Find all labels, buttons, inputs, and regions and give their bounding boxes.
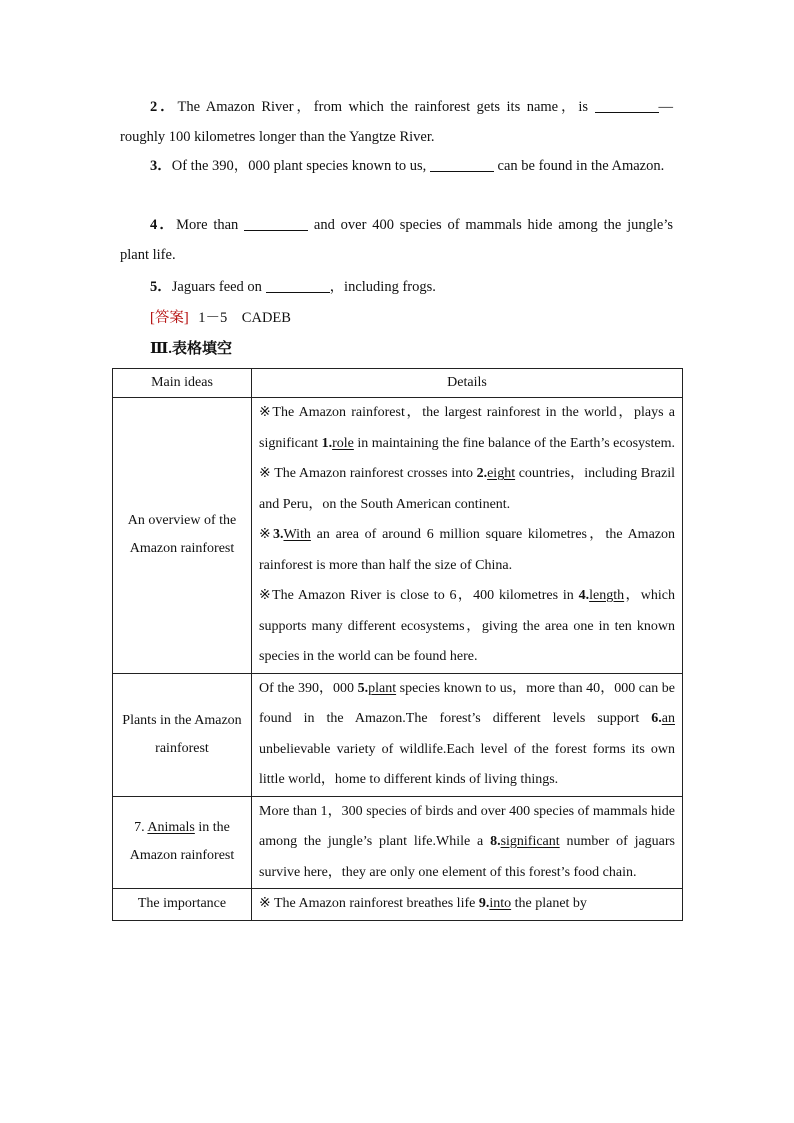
answer-blank	[244, 216, 308, 231]
answer-word: significant	[500, 834, 560, 849]
question-4: 4．More than and over 400 species of mammals hide among the jungle’s plant life.	[120, 217, 674, 263]
table-row	[113, 889, 683, 921]
main-idea-cell: Plants in the Amazon rainforest	[113, 673, 252, 796]
table-row	[113, 673, 683, 796]
main-idea-cell: The importance	[113, 889, 252, 921]
answer-word: length	[589, 588, 625, 603]
details-cell	[252, 796, 683, 889]
detail-item: Of the 390，000 5.plant species known to us，more than 40，000 can be found in the Amazon.The forest’s different levels support 6.an unbelievable variety of wildlife.Each level of the forest forms its own little world，home to different kinds of living things.	[259, 680, 675, 787]
answer-word: into	[489, 896, 512, 911]
detail-item: ※The Amazon rainforest，the largest rainforest in the world，plays a significant 1.role in maintaining the fine balance of the Earth’s ecosystem.	[259, 405, 675, 451]
answer-blank	[595, 98, 659, 113]
table-row	[113, 398, 683, 674]
answer-blank	[266, 278, 330, 293]
answer-key	[150, 306, 291, 330]
question-5: 5．Jaguars feed on ，including frogs.	[150, 279, 436, 295]
answer-word: plant	[368, 680, 397, 696]
main-idea-cell: 7. Animals in the Amazon rainforest	[113, 796, 252, 889]
answer-word: eight	[487, 466, 516, 481]
answer-blank	[430, 157, 494, 172]
detail-item: More than 1，300 species of birds and over 400 species of mammals hide among the jungle’s plant life.While a 8.significant number of jaguars survive here，they are only one element of this forest’s food chain.	[259, 803, 676, 880]
section-title: Ⅲ.表格填空	[150, 341, 233, 357]
details-cell	[252, 889, 683, 921]
table-header-row	[113, 369, 683, 398]
answer-word: an	[661, 711, 675, 726]
answer-word: role	[332, 435, 354, 451]
detail-item: ※3.With an area of around 6 million square kilometres，the Amazon rainforest is more than half the size of China.	[259, 527, 675, 573]
detail-item: ※ The Amazon rainforest crosses into 2.eight countries，including Brazil and Peru，on the South American continent.	[259, 466, 675, 512]
table-row	[113, 796, 683, 889]
detail-item: ※The Amazon River is close to 6，400 kilometres in 4.length，which supports many different ecosystems，giving the area one in ten known species in the world can be found here.	[259, 588, 676, 664]
question-3: 3．Of the 390，000 plant species known to us, can be found in the Amazon.	[150, 158, 665, 174]
header-details: Details	[252, 369, 683, 398]
details-cell	[252, 398, 683, 674]
answer-word: Animals	[147, 820, 195, 836]
answer-text: 1－5 CADEB	[198, 310, 291, 326]
main-idea-cell: An overview of the Amazon rainforest	[113, 398, 252, 674]
question-2: 2．The Amazon River，from which the rainforest gets its name，is —roughly 100 kilometres longer than the Yangtze River.	[120, 99, 674, 145]
answer-word: With	[283, 527, 311, 542]
details-cell	[252, 673, 683, 796]
detail-item: ※ The Amazon rainforest breathes life 9.into the planet by	[259, 896, 587, 911]
summary-table	[112, 368, 683, 921]
answer-tag: [答案]	[150, 310, 189, 326]
header-main-ideas: Main ideas	[113, 369, 252, 398]
